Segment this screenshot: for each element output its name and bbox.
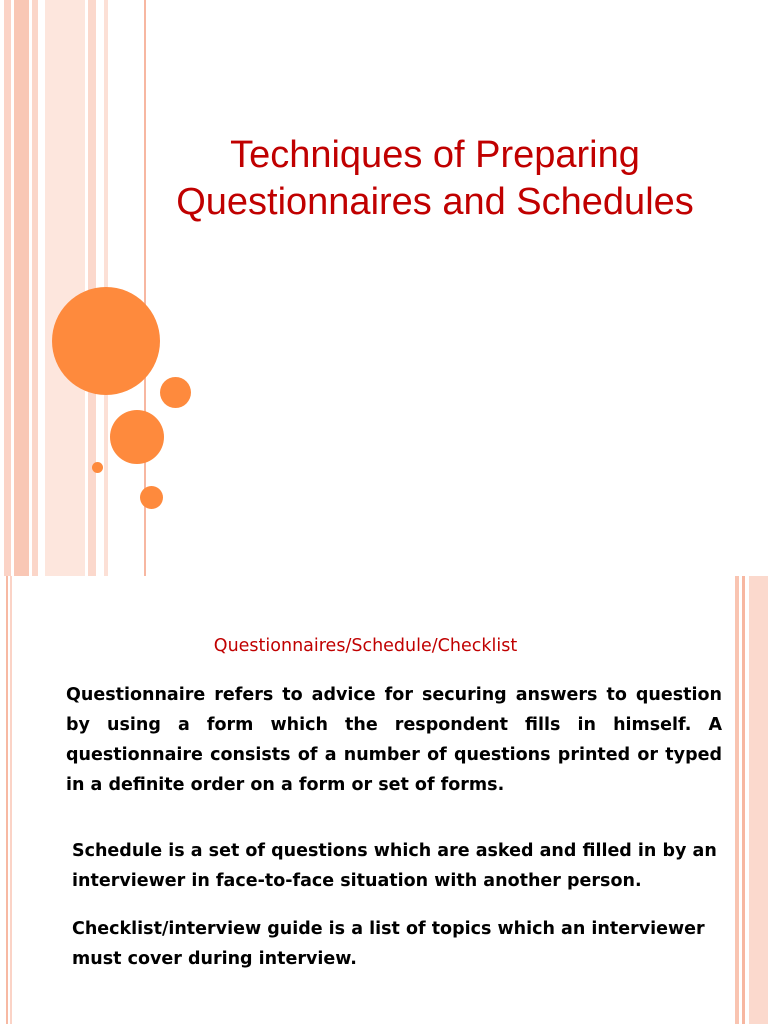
slide-title-line-1: Techniques of Preparing — [230, 134, 640, 176]
decorative-circle — [140, 486, 163, 509]
decorative-circle — [160, 377, 191, 408]
decorative-circle — [52, 287, 160, 395]
decorative-stripe — [742, 576, 745, 1024]
decorative-stripe — [749, 576, 768, 1024]
decorative-stripe — [45, 0, 85, 576]
decorative-circle — [110, 410, 164, 464]
content-slide — [0, 576, 768, 1024]
decorative-stripe — [4, 0, 11, 576]
schedule-definition: Schedule is a set of questions which are asked and filled in by an interviewer in face-to-face situation with another person. — [72, 841, 717, 891]
decorative-stripe — [14, 0, 29, 576]
slide-title-line-2: Questionnaires and Schedules — [176, 181, 694, 223]
section-heading: Questionnaires/Schedule/Checklist — [213, 636, 518, 656]
decorative-stripe — [735, 576, 739, 1024]
decorative-stripe — [32, 0, 38, 576]
checklist-definition: Checklist/interview guide is a list of topics which an interviewer must cover during interview. — [72, 919, 705, 969]
slide-title — [140, 132, 730, 226]
decorative-circle — [92, 462, 103, 473]
questionnaire-definition: Questionnaire refers to advice for securing answers to question by using a form which the respondent fills in himself. A questionnaire consists of a number of questions printed or typed in a definite order on a form or set of forms. — [66, 685, 722, 795]
